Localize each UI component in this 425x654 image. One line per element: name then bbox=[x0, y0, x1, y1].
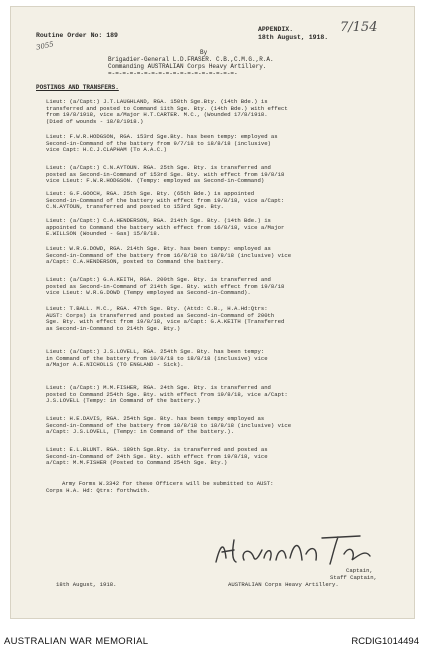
issuer-line-1: Brigadier-General L.D.FRASER. C.B.,C.M.G.,R.A. bbox=[108, 56, 274, 63]
section-heading: POSTINGS AND TRANSFERS. bbox=[36, 84, 119, 91]
archive-footer bbox=[0, 628, 425, 654]
signatory-unit: AUSTRALIAN Corps Heavy Artillery. bbox=[228, 581, 339, 588]
document-date-bottom: 18th August, 1918. bbox=[56, 581, 117, 588]
paragraph-fisher: Lieut: (a/Capt:) M.M.FISHER, RGA. 24th Sge. Bty. is transferred and posted to Command 254th Sge. Bty. with effect from 19/8/18, vice a/Capt: J.S.LOVELL (Tempy: in Command of the battery.) bbox=[46, 384, 288, 405]
paragraph-hodgson: Lieut: F.W.R.HODGSON, RGA. 153rd Sge.Bty. has been tempy: employed as Second-in-Command of the battery from 9/7/18 to 18/8/18 (inclusive) vice Capt: H.C.J.CLAPHAM (To A.A.C.) bbox=[46, 133, 278, 154]
paragraph-ball: Lieut: T.BALL. M.C., RGA. 47th Sge. Bty. (Attd: C.B., H.A.Hd:Qtrs: AUST: Corps) is transferred and posted as Second-in-Command of 200th Sge. Bty. with effect from 19/8/18, vice a/Capt: G.A.KEITH (Transferred as Second-in-Command to 214th Sge. Bty.) bbox=[46, 305, 285, 332]
signatory-title: Staff Captain, bbox=[330, 574, 377, 581]
paragraph-gooch: Lieut: G.F.GOOCH, RGA. 25th Sge. Bty. (65th Bde.) is appointed Second-in-Command of the battery with effect from 19/8/18, vice a/Capt: C.N.AYTOUN, transferred and posted to 153rd Sge. Bty. bbox=[46, 190, 285, 211]
paragraph-laughland: Lieut: (a/Capt:) J.T.LAUGHLAND, RGA. 150th Sge.Bty. (14th Bde.) is transferred and posted to Command 11th Sge. Bty. (14th Bde.) with effect from 19/8/1918, vice a/Major H.T.CARTER. M.C., (Wounded 17/8/1918. (Died of wounds - 18/8/1918.) bbox=[46, 98, 288, 125]
footer-catalogue-id: RCDIG1014494 bbox=[351, 636, 419, 647]
by-line: By bbox=[200, 49, 208, 56]
handwritten-folio-number: 7/154 bbox=[340, 20, 378, 35]
paragraph-blunt: Lieut: E.L.BLUNT. RGA. 189th Sge.Bty. is transferred and posted as Second-in-Command of 24th Sge. Bty. with effect from 19/8/18, vice a/Capt: M.M.FISHER (Posted to Command 254th Sge. Bty.) bbox=[46, 446, 268, 467]
issuer-line-2: Commanding AUSTRALIAN Corps Heavy Artillery. bbox=[108, 63, 267, 70]
signature-image bbox=[210, 532, 380, 572]
document-date-top: 18th August, 1918. bbox=[258, 34, 329, 41]
appendix-label: APPENDIX. bbox=[258, 26, 294, 33]
footer-institution: AUSTRALIAN WAR MEMORIAL bbox=[4, 636, 149, 647]
paragraph-keith: Lieut: (a/Capt:) G.A.KEITH, RGA. 200th Sge. Bty. is transferred and posted as Second-in-Command of 214th Sge. Bty. with effect from 19/8/18 vice Lieut: W.R.G.DOWD (Tempy employed as Second-in-Command). bbox=[46, 276, 285, 297]
paragraph-lovell: Lieut: (a/Capt:) J.S.LOVELL, RGA. 254th Sge. Bty. has been tempy: in Command of the battery from 10/8/18 to 18/8/18 (inclusive) vice a/Major A.E.NICHOLLS (TO ENGLAND - Sick). bbox=[46, 348, 268, 369]
routine-order-number: Routine Order No: 189 bbox=[36, 32, 118, 39]
handwritten-corner-note: 3055 bbox=[35, 40, 55, 52]
header-separator: =-=-=-=-=-=-=-=-=-=-=-=-=-=-=-=-=-=- bbox=[108, 70, 238, 77]
signatory-rank: Captain, bbox=[346, 567, 373, 574]
paragraph-army-forms: Army Forms W.3342 for these Officers will be submitted to AUST: Corps H.A. Hd: Qtrs: forthwith. bbox=[46, 480, 274, 494]
paragraph-davis: Lieut: H.E.DAVIS, RGA. 254th Sge. Bty. has been tempy employed as Second-in-Command of the battery from 10/8/18 to 18/8/18 (inclusive) vice a/Capt: J.S.LOVELL, (Tempy: in Command of the battery.). bbox=[46, 415, 292, 436]
paragraph-aytoun: Lieut: (a/Capt:) C.N.AYTOUN. RGA. 25th Sge. Bty. is transferred and posted as Second-in-Command of 153rd Sge. Bty. with effect from 19/8/18 vice Lieut: F.W.R.HODGSON. (Tempy: employed as Second-in-Command) bbox=[46, 164, 285, 185]
paragraph-henderson: Lieut: (a/Capt:) C.A.HENDERSON, RGA. 214th Sge. Bty. (14th Bde.) is appointed to Command the battery with effect from 16/8/18, vice a/Major E.WILLSON (Wounded - Gas) 15/8/18. bbox=[46, 217, 285, 238]
paragraph-dowd: Lieut: W.R.G.DOWD, RGA. 214th Sge. Bty. has been tempy: employed as Second-in-Command of the battery from 16/8/18 to 18/8/18 (inclusive) vice a/Capt: C.A.HENDERSON, posted to Command the battery. bbox=[46, 245, 292, 266]
